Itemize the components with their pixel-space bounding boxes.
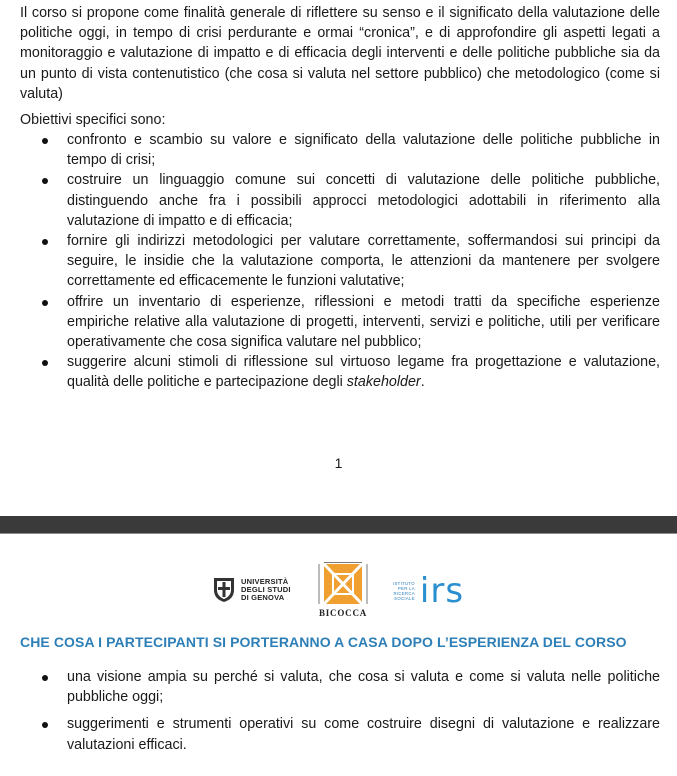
bicocca-emblem-icon	[316, 561, 370, 607]
genova-crest-icon	[213, 577, 235, 603]
takeaways-list	[20, 667, 660, 762]
bullet-icon	[42, 675, 48, 681]
list-item: suggerimenti e strumenti operativi su come costruire disegni di valutazione e realizzare valutazioni efficaci.	[20, 714, 660, 754]
genova-line-1: UNIVERSITÀ	[241, 576, 289, 586]
irs-wordmark: irs	[419, 571, 465, 611]
bicocca-university-logo	[316, 561, 370, 619]
list-item: offrire un inventario di esperienze, riflessioni e metodi tratti da specifiche esperienze empiriche relative alla valutazione di progetti, interventi, servizi e politiche, utili per verificare operativamente che cosa significa valutare nel pubblico;	[20, 292, 660, 353]
objectives-heading: Obiettivi specifici sono:	[20, 112, 166, 128]
stakeholder-italic: stakeholder	[346, 374, 421, 391]
genova-line-3: DI GENOVA	[241, 593, 285, 603]
bullet-icon	[42, 300, 48, 306]
document-page-2	[0, 534, 677, 776]
bicocca-wordmark: BICOCCA	[318, 608, 368, 618]
list-item: una visione ampia su perché si valuta, che cosa si valuta e come si valuta nelle politiche pubbliche oggi;	[20, 667, 660, 707]
intro-paragraph: Il corso si propone come finalità generale di riflettere su senso e il significato della valutazione delle politiche oggi, in tempo di crisi perdurante e ormai “cronica”, e di approfondire gli aspetti legati a monitoraggio e valutazione di impatto e di efficacia degli interventi e delle politiche pubbliche sia da un punto di vista contenutistico (che cosa si valuta nel settore pubblico) che metodologico (come si valuta)	[20, 5, 660, 102]
list-item: fornire gli indirizzi metodologici per valutare correttamente, soffermandosi sui principi da seguire, le insidie che la valutazione comporta, le attenzioni da mantenere per svolgere correttamente ed efficacemente le funzioni valutative;	[20, 231, 660, 292]
irs-small-line-1: ISTITUTO	[393, 580, 415, 586]
genova-university-logo	[213, 577, 291, 603]
section-title: CHE COSA I PARTECIPANTI SI PORTERANNO A CASA DOPO L’ESPERIENZA DEL CORSO	[20, 634, 627, 650]
irs-logo	[393, 571, 465, 611]
bullet-icon	[42, 178, 48, 184]
page-number: 1	[334, 455, 343, 471]
irs-small-line-4: SOCIALE	[394, 596, 415, 602]
irs-small-line-3: RICERCA	[393, 591, 415, 596]
irs-small-line-2: PER LA	[397, 585, 415, 591]
list-item: costruire un linguaggio comune sui concetti di valutazione delle politiche pubbliche, distinguendo anche fra i possibili approcci metodologici adottabili in riferimento alla valutazione di impatto e di efficacia;	[20, 170, 660, 231]
bullet-icon	[42, 722, 48, 728]
objectives-list	[20, 130, 660, 393]
list-item: confronto e scambio su valore e significato della valutazione delle politiche pubbliche in tempo di crisi;	[20, 130, 660, 170]
list-item: suggerire alcuni stimoli di riflessione sul virtuoso legame fra progettazione e valutazione, qualità delle politiche e partecipazione degli stakeholder.	[20, 352, 660, 392]
page-separator	[0, 516, 677, 534]
bullet-icon	[42, 138, 48, 144]
bullet-icon	[42, 360, 48, 366]
bullet-icon	[42, 239, 48, 245]
genova-line-2: DEGLI STUDI	[241, 584, 291, 594]
